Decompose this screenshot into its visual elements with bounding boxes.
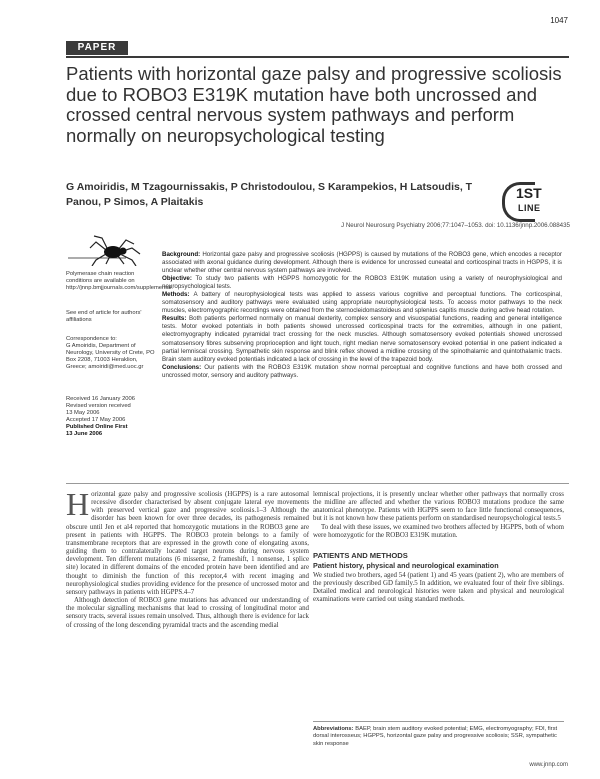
revised-label: Revised version received [66,403,131,409]
affiliations-note-text: See end of article for authors' affiliations [66,310,142,323]
section-heading: PATIENTS AND METHODS [313,550,408,560]
drop-cap: H [66,486,90,522]
abbreviations-box [313,721,564,748]
published-date: 13 June 2006 [66,431,103,437]
intro-paragraph-1: orizontal gaze palsy and progressive scoliosis (HGPPS) is a rare autosomal recessive disorder characterised by absent conjugate lateral eye movements with preserved vertical gaze and progressive scoliosis.1–3 Although the disorder has been known for over three decades, its pathogenesis remained obscure until Jen et al4 reported that homozygotic mutations in the ROBO3 gene are present in patients with HGPPS. The ROBO3 protein belongs to a family of transmembrane receptors that are expressed in the growth cone of elongating axons, guiding them to contralaterally located target neurons during nervous system development. Ten different mutations (6 missense, 2 frameshift, 1 nonsense, 1 splice site) located in different domains of the encoded protein have been identified and are thought to diminish the function of this receptor,4 with recent imaging and neurophysiological studies providing evidence for the presence of uncrossed motor and sensory pathways in patients with HGPPS.4–7 [66,491,309,596]
correspondence-label: Correspondence to: [66,336,117,342]
journal-citation: J Neurol Neurosurg Psychiatry 2006;77:1047–1053. doi: 10.1136/jnnp.2006.088435 [341,222,570,229]
methods-paragraph-1: We studied two brothers, aged 54 (patient 1) and 45 years (patient 2), who are members of the previously described GD family.5 In addition, we evaluated four of their five siblings. Detailed medical and neurological histories were taken and physical and neurological examinations were carried out using standard methods. [313,571,564,604]
footer-url: www.jnnp.com [529,762,568,768]
methods-label: Methods: [162,291,190,299]
pcr-note-text: Polymerase chain reaction conditions are available on http://jnnp.bmjjournals.com/supplemental. [66,271,173,291]
article-title: Patients with horizontal gaze palsy and progressive scoliosis due to ROBO3 E319K mutation have both uncrossed and crossed central nervous system pathways and perform normally on neuropsychological testing [66,63,562,146]
intro-paragraph-4: To deal with these issues, we examined two brothers affected by HGPPS, both of whom were homozygotic for the ROBO3 E319K mutation. [313,523,564,539]
published-label: Published Online First [66,424,128,430]
conclusions-label: Conclusions: [162,363,202,371]
subsection-heading: Patient history, physical and neurological examination [313,561,499,571]
results-label: Results: [162,315,187,323]
background-text: Horizontal gaze palsy and progressive scoliosis (HGPPS) is caused by mutations of the ROBO3 gene, which encodes a receptor associated with axonal guidance during development. Although there is evidence for uncrossed cuneatal and corticospinal tracts in HGPPS, it is unclear whether other central nervous system pathways are involved. [162,251,562,275]
results-text: Both patients performed normally on manual dexterity, complex sensory and visuospatial functions, reading and general intelligence tests. Motor evoked potentials in both patients showed uncrossed corticospinal tracts for the extremities, although in one patient, electromyography indicated pyramidal tract crossing for the neck muscles. Although somatosensory evoked potentials showed uncrossed somatosensory fibres subserving proprioception and light touch, right median nerve somatosensory evoked potential in one patient indicated a partial lemniscal crossing. Sympathetic skin response and blink reflex showed a midline crossing of the spinothalamic and quintothalamic tracts. Brain stem auditory evoked potentials indicated a lack of crossing in the level of the trapezoid body. [162,315,562,363]
page-number: 1047 [550,16,568,25]
sidebar-correspondence [66,336,158,371]
conclusions-text: Our patients with the ROBO3 E319K mutation show normal perceptual and cognitive functions and have both crossed and uncrossed motor, sensory and auditory pathways. [162,363,562,379]
header-rule [66,56,569,58]
section-tag: PAPER [66,41,128,55]
abstract [162,251,562,380]
body-column-left [66,486,309,630]
correspondence-text: G Amoiridis, Department of Neurology, University of Crete, PO Box 2208, 71003 Heraklion, Greece; amoiridi@med.uoc.gr [66,343,155,370]
sidebar-affiliations-note [66,310,158,324]
accepted-date: Accepted 17 May 2006 [66,417,126,423]
revised-date: 13 May 2006 [66,410,100,416]
objective-label: Objective: [162,275,192,283]
background-label: Background: [162,251,201,258]
intro-paragraph-3: lemniscal projections, it is presently unclear whether other pathways that normally cross the midline are affected and whether the various ROBO3 mutations produce the same anatomical phenotype. Patients with HGPPS seem to face little functional consequences, but it is not known how these patients perform on standardised neuropsychological tests.5 [313,491,564,523]
abbreviations-label: Abbreviations: [313,726,354,732]
abbreviations-text: BAEP, brain stem auditory evoked potential; EMG, electromyography; FDI, first dorsal interosseus; HGPPS, horizontal gaze palsy and progressive scoliosis; SSR, sympathetic skin response [313,726,558,747]
body-column-right [313,491,564,604]
methods-text: A battery of neurophysiological tests was applied to assess various cognitive and perceptual functions. The corticospinal, somatosensory and auditory pathways were evaluated using appropriate neurophysiological tests. To access motor pathways to the neck muscles, electromyographic recordings were obtained from the sternocleidomastoideus and splenius capitis muscle during active head rotation. [162,291,562,315]
logo-line2: LINE [518,203,541,213]
supplemental-data-icon [66,232,154,266]
abstract-divider [66,483,569,484]
objective-text: To study two patients with HGPPS homozygotic for the ROBO3 E319K mutation using a variety of neurophysiological and neuropsychological tests. [162,275,562,291]
sidebar-pcr-note [66,271,173,292]
received-date: Received 16 January 2006 [66,396,135,402]
intro-paragraph-2: Although detection of ROBO3 gene mutations has advanced our understanding of the molecular signalling mechanisms that lead to crossing of longitudinal motor and sensory tracts, several issues remain unsolved. Thus, although there is evidence for lack of crossing of the long descending pyramidal tracts and the ascending medial [66,597,309,629]
author-list: G Amoiridis, M Tzagournissakis, P Christodoulou, S Karampekios, H Latsoudis, T Panou, P Simos, A Plaitakis [66,181,473,208]
logo-line1: 1ST [516,185,542,201]
first-line-logo [502,182,550,222]
sidebar-dates [66,396,158,438]
